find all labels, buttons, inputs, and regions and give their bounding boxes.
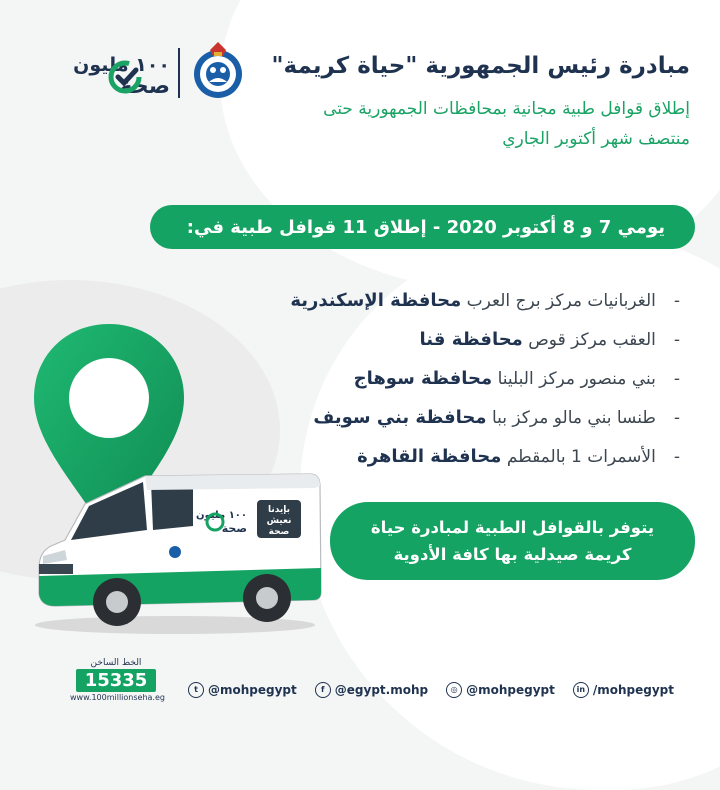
list-dash: - bbox=[673, 408, 680, 428]
page-title: مبادرة رئيس الجمهورية "حياة كريمة" bbox=[271, 53, 690, 79]
van-window-text: بإيدنا bbox=[267, 505, 291, 515]
social-linkedin[interactable] bbox=[573, 682, 674, 698]
100-million-seha-logo bbox=[30, 54, 170, 102]
hotline-block bbox=[70, 658, 165, 702]
info-banner-line: كريمة صيدلية بها كافة الأدوية bbox=[393, 545, 632, 564]
hotline-number[interactable]: 15335 bbox=[76, 669, 156, 692]
ministry-emblem-icon bbox=[169, 546, 181, 558]
social-handle: @mohpegypt bbox=[466, 683, 555, 697]
social-links bbox=[188, 682, 674, 698]
list-item bbox=[220, 364, 680, 403]
van-window-text: نعيش bbox=[266, 516, 292, 526]
van-side-logo-text: ١٠٠ مليون bbox=[196, 510, 247, 521]
ministry-of-health-emblem-icon bbox=[188, 40, 248, 102]
governorate-name: محافظة بني سويف bbox=[313, 407, 487, 428]
social-twitter[interactable] bbox=[188, 682, 297, 698]
logo-text: ١٠٠ مليون bbox=[73, 54, 170, 76]
facebook-icon: f bbox=[315, 682, 331, 698]
village-name: العقب مركز قوص bbox=[522, 330, 656, 350]
governorate-name: محافظة قنا bbox=[419, 329, 523, 350]
list-dash: - bbox=[673, 369, 680, 389]
list-dash: - bbox=[673, 291, 680, 311]
governorate-name: محافظة الإسكندرية bbox=[290, 290, 462, 311]
instagram-icon: ◎ bbox=[446, 682, 462, 698]
social-handle: @egypt.mohp bbox=[334, 683, 429, 697]
van-window-text: صحة bbox=[268, 527, 290, 537]
page-subtitle bbox=[250, 94, 690, 154]
subtitle-line: إطلاق قوافل طبية مجانية بمحافظات الجمهورية حتى bbox=[323, 99, 690, 119]
hotline-label: الخط الساخن bbox=[90, 658, 142, 668]
list-dash: - bbox=[673, 330, 680, 350]
governorate-name: محافظة القاهرة bbox=[357, 446, 502, 467]
header-logos bbox=[30, 40, 230, 110]
village-name: الغربانيات مركز برج العرب bbox=[461, 291, 656, 311]
village-name: الأسمرات 1 بالمقطم bbox=[501, 447, 656, 467]
social-instagram[interactable] bbox=[446, 682, 555, 698]
logo-divider bbox=[178, 48, 180, 98]
date-banner-text: يومي 7 و 8 أكتوبر 2020 - إطلاق 11 قوافل طبية في: bbox=[186, 216, 665, 238]
list-dash: - bbox=[673, 447, 680, 467]
governorate-name: محافظة سوهاج bbox=[353, 368, 493, 389]
list-item bbox=[220, 403, 680, 442]
caravan-locations-list bbox=[220, 286, 680, 481]
website-link[interactable]: www.100millionseha.eg bbox=[70, 693, 165, 702]
village-name: طنسا بني مالو مركز ببا bbox=[486, 408, 656, 428]
subtitle-line: منتصف شهر أكتوبر الجاري bbox=[502, 129, 690, 149]
social-facebook[interactable] bbox=[315, 682, 428, 698]
van-side-logo-text: صحة bbox=[221, 522, 247, 535]
social-handle: @mohpegypt bbox=[208, 683, 297, 697]
village-name: بني منصور مركز البلينا bbox=[492, 369, 656, 389]
social-handle: /mohpegypt bbox=[592, 683, 674, 697]
twitter-icon: t bbox=[188, 682, 204, 698]
logo-text: صحة bbox=[119, 74, 170, 99]
info-banner-line: يتوفر بالقوافل الطبية لمبادرة حياة bbox=[370, 518, 655, 537]
medical-van-illustration bbox=[25, 460, 325, 638]
date-banner bbox=[150, 205, 695, 249]
linkedin-icon: in bbox=[573, 682, 589, 698]
check-circle-icon bbox=[108, 60, 142, 94]
list-item bbox=[220, 286, 680, 325]
pharmacy-info-banner bbox=[330, 502, 695, 580]
list-item bbox=[220, 325, 680, 364]
